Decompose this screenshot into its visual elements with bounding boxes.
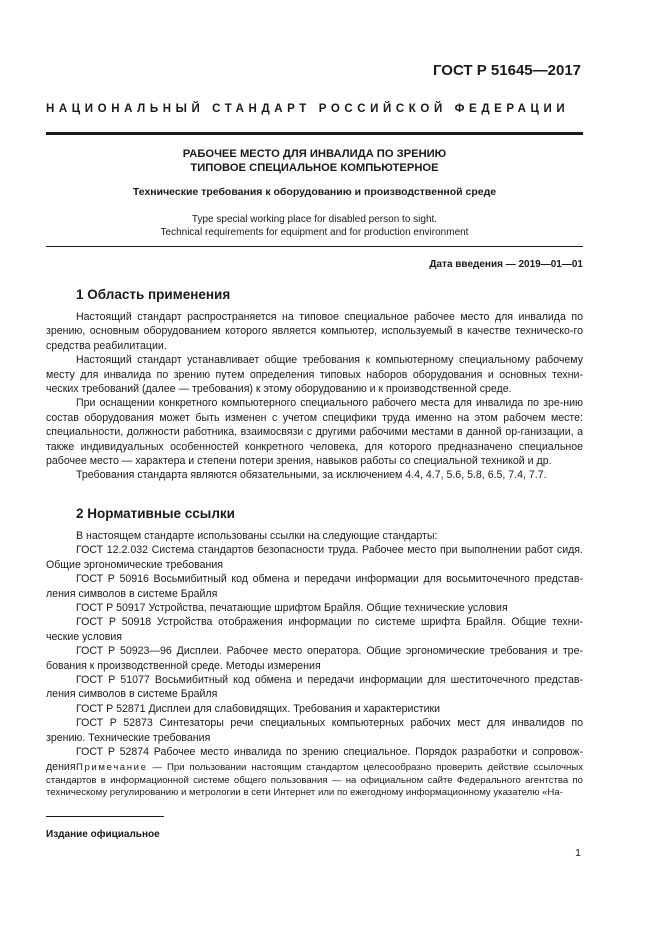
paragraph: Настоящий стандарт распространяется на типовое специальное рабочее место для инвалида по зрению, основным оборудованием которого является компьютер, используемый в качестве техническо-го средства реабилитации. xyxy=(46,311,583,352)
page-number: 1 xyxy=(575,847,581,859)
note xyxy=(46,762,583,800)
national-standard-banner: НАЦИОНАЛЬНЫЙ СТАНДАРТ РОССИЙСКОЙ ФЕДЕРАЦИИ xyxy=(46,103,570,115)
introduction-date: Дата введения — 2019—01—01 xyxy=(429,259,583,270)
reference-item: ГОСТ Р 50923—96 Дисплеи. Рабочее место оператора. Общие эргономические требования и тре-бования к производственной среде. Методы измерения xyxy=(46,645,583,672)
title-rule xyxy=(46,246,583,247)
reference-item: ГОСТ 12.2.032 Система стандартов безопасности труда. Рабочее место при выполнении работ сидя. Общие эргономические требования xyxy=(46,544,583,571)
note-text: — При пользовании настоящим стандартом целесообразно проверить действие ссылочных стандартов в информационной системе общего пользования — на официальном сайте Федерального агентства по техническому регулированию и метрологии в сети Интернет или по ежегодному информационному указателю «На- xyxy=(46,762,583,799)
paragraph: При оснащении конкретного компьютерного специального рабочего места для инвалида по зре-нию состав оборудования может быть изменен с учетом специфики труда именно на этом рабочем месте: специальности, должности работника, взаимосвязи с другими рабочими местами в данной ор-ганизации, а также индивидуальных особенностей конкретного человека, для которого предназначено специальное рабочее место — характера и степени потери зрения, навыков работы со специальной техникой и др. xyxy=(46,397,583,468)
official-edition: Издание официальное xyxy=(46,829,160,840)
section-2-heading: 2 Нормативные ссылки xyxy=(76,506,235,521)
reference-item: ГОСТ Р 50917 Устройства, печатающие шрифтом Брайля. Общие технические условия xyxy=(76,602,508,615)
section-1-body xyxy=(46,310,583,483)
references-intro: В настоящем стандарте использованы ссылки на следующие стандарты: xyxy=(76,530,438,542)
paragraph: Требования стандарта являются обязательными, за исключением 4.4, 4.7, 5.6, 5.8, 6.5, 7.4, 7.7. xyxy=(76,469,547,482)
note-label: Примечание xyxy=(76,762,148,773)
title-line-2: ТИПОВОЕ СПЕЦИАЛЬНОЕ КОМПЬЮТЕРНОЕ xyxy=(190,162,439,174)
references-list xyxy=(46,529,583,774)
section-1-heading: 1 Область применения xyxy=(76,287,231,302)
header-rule xyxy=(46,132,583,135)
document-number: ГОСТ Р 51645—2017 xyxy=(432,62,581,79)
paragraph: Настоящий стандарт устанавливает общие требования к компьютерному специальному рабочему месту для инвалида по зрению путем определения типовых наборов оборудования и основных техни-ческих требований (далее — требования) к этому оборудованию и к производственной среде. xyxy=(46,354,583,396)
english-title-line-2: Technical requirements for equipment and for production environment xyxy=(160,227,469,238)
reference-item: ГОСТ Р 52873 Синтезаторы речи специальных компьютерных рабочих мест для инвалидов по зрению. Технические требования xyxy=(46,717,583,744)
reference-item: ГОСТ Р 51077 Восьмибитный код обмена и передачи информации для шеститочечного представ-ления символов в системе Брайля xyxy=(46,674,583,701)
reference-item: ГОСТ Р 52874 Рабочее место инвалида по зрению специальное. Порядок разработки и сопровож-дения xyxy=(46,746,583,773)
title-subtitle: Технические требования к оборудованию и производственной среде xyxy=(132,186,497,198)
reference-item: ГОСТ Р 52871 Дисплеи для слабовидящих. Требования и характеристики xyxy=(76,702,441,715)
title-line-1: РАБОЧЕЕ МЕСТО ДЛЯ ИНВАЛИДА ПО ЗРЕНИЮ xyxy=(182,148,447,160)
footer-rule xyxy=(46,816,164,817)
english-title-line-1: Type special working place for disabled person to sight. xyxy=(191,214,438,225)
reference-item: ГОСТ Р 50918 Устройства отображения информации по системе шрифта Брайля. Общие техни-ческие условия xyxy=(46,616,583,643)
reference-item: ГОСТ Р 50916 Восьмибитный код обмена и передачи информации для восьмиточечного представ-ления символов в системе Брайля xyxy=(46,573,583,600)
